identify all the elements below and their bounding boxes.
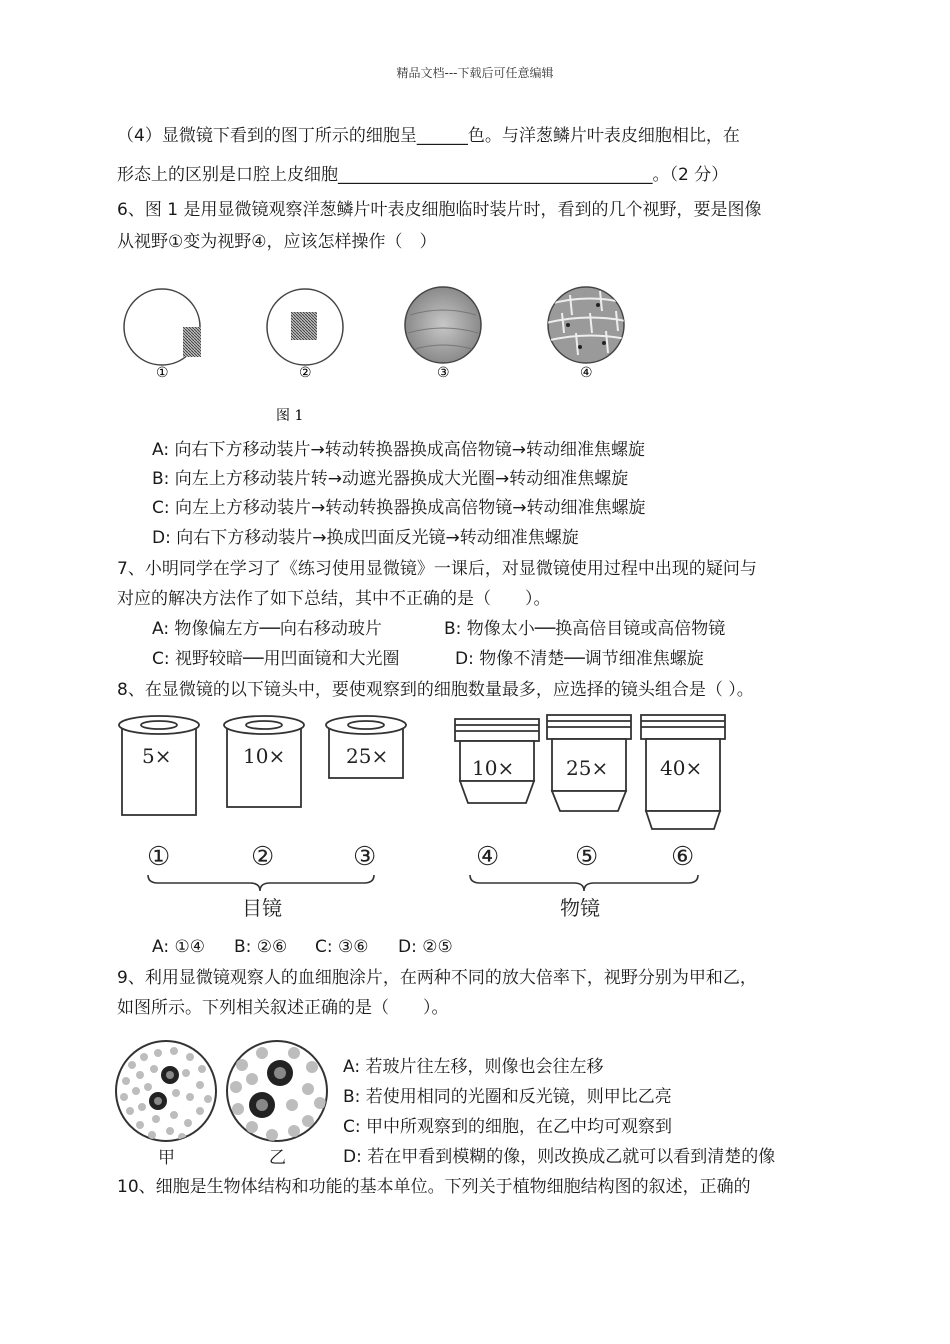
objective-brace	[470, 875, 698, 891]
q6-option-c: C: 向左上方移动装片→转动转换器换成高倍物镜→转动细准焦螺旋	[152, 498, 646, 518]
q7-option-d: D: 物像不清楚──调节细准焦螺旋	[455, 649, 704, 669]
view-2-specimen	[291, 312, 317, 340]
view-jia-label: 甲	[158, 1148, 175, 1168]
q7-line1: 7、小明同学在学习了《练习使用显微镜》一课后，对显微镜使用过程中出现的疑问与	[117, 559, 757, 579]
blood-smear-figure	[112, 1035, 337, 1170]
q8-option-c: C: ③⑥	[315, 937, 369, 957]
view-1-label: ①	[156, 365, 169, 381]
q6-line2: 从视野①变为视野④，应该怎样操作（ ）	[117, 232, 437, 252]
objective-2-mag: 25×	[566, 756, 609, 780]
q8-line1: 8、在显微镜的以下镜头中，要使观察到的细胞数量最多，应选择的镜头组合是（ ）。	[117, 680, 754, 700]
q8-option-d: D: ②⑤	[398, 937, 453, 957]
view-2-label: ②	[299, 365, 312, 381]
view-yi-label: 乙	[269, 1148, 286, 1168]
lens-number-6: ⑥	[671, 842, 695, 872]
lens-number-2: ②	[251, 842, 275, 872]
figure-1-views	[110, 275, 650, 430]
q9-option-c: C: 甲中所观察到的细胞，在乙中均可观察到	[343, 1117, 673, 1137]
view-4-label: ④	[580, 365, 593, 381]
q7-option-c: C: 视野较暗──用凹面镜和大光圈	[152, 649, 400, 669]
eyepiece-1-mag: 5×	[142, 744, 172, 768]
objective-3-mag: 40×	[660, 756, 703, 780]
q8-option-a: A: ①④	[152, 937, 205, 957]
objective-label: 物镜	[560, 896, 600, 920]
q9-option-d: D: 若在甲看到模糊的像，则改换成乙就可以看到清楚的像	[343, 1147, 776, 1167]
q6-option-d: D: 向右下方移动装片→换成凹面反光镜→转动细准焦螺旋	[152, 528, 579, 548]
page-header: 精品文档---下载后可任意编辑	[396, 66, 554, 80]
q9-option-a: A: 若玻片往左移，则像也会往左移	[343, 1057, 604, 1077]
lens-number-5: ⑤	[575, 842, 599, 872]
objective-1-mag: 10×	[472, 756, 515, 780]
q6-line1: 6、图 1 是用显微镜观察洋葱鳞片叶表皮细胞临时装片时，看到的几个视野，要是图像	[117, 200, 762, 220]
eyepiece-3-mag: 25×	[346, 744, 389, 768]
q4-line2: 形态上的区别是口腔上皮细胞_____________________________________。（2 分）	[117, 165, 729, 185]
lens-number-3: ③	[353, 842, 377, 872]
figure-1-caption: 图 1	[276, 408, 304, 424]
q9-option-b: B: 若使用相同的光圈和反光镜，则甲比乙亮	[343, 1087, 672, 1107]
eyepiece-label: 目镜	[242, 896, 282, 920]
q7-option-a: A: 物像偏左方──向右移动玻片	[152, 619, 382, 639]
view-1-specimen	[183, 327, 201, 357]
q4-line1: （4）显微镜下看到的图丁所示的细胞呈______色。与洋葱鳞片叶表皮细胞相比，在	[117, 126, 740, 146]
lens-figure	[110, 705, 730, 925]
q7-option-b: B: 物像太小──换高倍目镜或高倍物镜	[444, 619, 726, 639]
lens-number-4: ④	[476, 842, 500, 872]
q8-option-b: B: ②⑥	[234, 937, 288, 957]
eyepiece-brace	[148, 875, 374, 891]
q7-line2: 对应的解决方法作了如下总结，其中不正确的是（ ）。	[117, 589, 551, 609]
q6-option-b: B: 向左上方移动装片转→动遮光器换成大光圈→转动细准焦螺旋	[152, 469, 629, 489]
view-3-label: ③	[437, 365, 450, 381]
view-jia-circle	[116, 1041, 216, 1141]
eyepiece-2-mag: 10×	[243, 744, 286, 768]
q6-option-a: A: 向右下方移动装片→转动转换器换成高倍物镜→转动细准焦螺旋	[152, 440, 645, 460]
q10-line1: 10、细胞是生物体结构和功能的基本单位。下列关于植物细胞结构图的叙述，正确的	[117, 1177, 751, 1197]
view-3-circle	[405, 287, 481, 363]
q9-line2: 如图所示。下列相关叙述正确的是（ ）。	[117, 998, 449, 1018]
q9-line1: 9、利用显微镜观察人的血细胞涂片，在两种不同的放大倍率下，视野分别为甲和乙，	[117, 968, 757, 988]
lens-number-1: ①	[147, 842, 171, 872]
